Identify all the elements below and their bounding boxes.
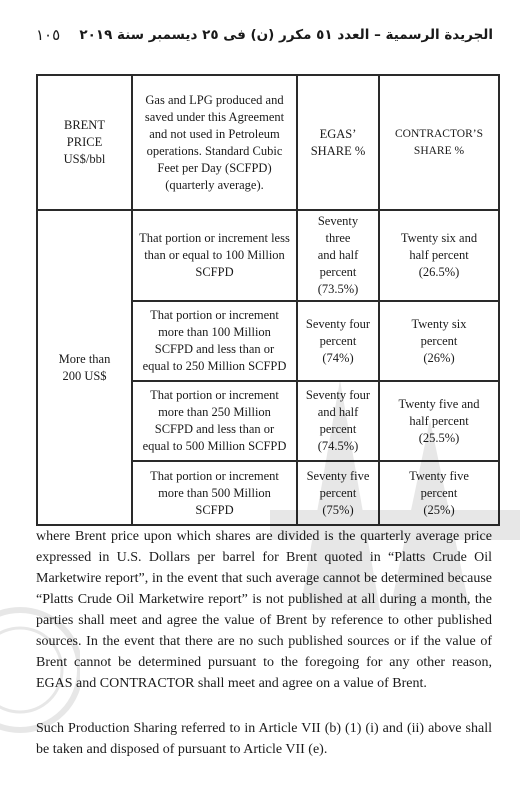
- cell-text-line: US$/bbl: [63, 152, 106, 166]
- cell-text-line: percent: [319, 422, 357, 436]
- table-header-row: [37, 75, 499, 210]
- header-egas-share: [297, 75, 379, 210]
- cell-text-line: (75%): [322, 502, 354, 517]
- production-sharing-table: [36, 74, 500, 526]
- cell-text-line: 200 US$: [62, 368, 107, 383]
- gas-tier-cell: [132, 381, 297, 461]
- cell-text-line: (74.5%): [317, 439, 359, 453]
- cell-text-line: Gas and LPG produced and: [145, 92, 284, 107]
- gas-tier-cell: [132, 301, 297, 381]
- cell-text-line: SHARE %: [310, 143, 366, 158]
- cell-text-line: (26%): [423, 350, 455, 365]
- cell-text-line: SCFPD: [195, 502, 234, 517]
- cell-text-line: EGAS’: [319, 126, 357, 141]
- cell-text-line: Seventy three: [317, 214, 359, 245]
- header-contractor-share: [379, 75, 499, 210]
- cell-text-line: equal to 250 Million SCFPD: [142, 359, 287, 373]
- cell-text-line: SCFPD and less than or: [154, 422, 275, 436]
- cell-text-line: saved under this Agreement: [144, 109, 285, 124]
- cell-text-line: Twenty five: [409, 468, 469, 483]
- cell-text-line: (26.5%): [418, 265, 460, 279]
- egas-share-cell: [297, 381, 379, 461]
- cell-text-line: more than 500 Million: [158, 485, 271, 500]
- cell-text-line: (73.5%): [317, 282, 359, 296]
- cell-text-line: percent: [319, 333, 357, 348]
- contractor-share-cell: [379, 461, 499, 525]
- header-gas-volume: [132, 75, 297, 210]
- cell-text-line: Feet per Day (SCFPD): [157, 160, 272, 175]
- cell-text-line: half percent: [409, 413, 469, 428]
- gas-tier-cell: [132, 210, 297, 301]
- cell-text-line: Seventy five: [306, 468, 370, 483]
- cell-text-line: more than 250 Million: [158, 405, 271, 419]
- contractor-share-cell: [379, 210, 499, 301]
- cell-text-line: CONTRACTOR’S: [395, 127, 483, 140]
- cell-text-line: half percent: [409, 248, 469, 262]
- egas-share-cell: [297, 210, 379, 301]
- page-number: ١٠٥: [36, 26, 61, 44]
- cell-text-line: Twenty six: [411, 316, 467, 331]
- cell-text-line: than or equal to 100 Million: [144, 248, 285, 262]
- header-brent-price: [37, 75, 132, 210]
- brent-price-paragraph: where Brent price upon which shares are divided is the quarterly average price expressed in U.S. Dollars per barrel for Brent quoted in “Platts Crude Oil Marketwire report”, in the event that such average cannot be determined because “Platts Crude Oil Marketwire report” is not published at all during a month, the parties shall meet and agree the value of Brent by reference to other published sources. In the event that there are no such published sources or if the value of Brent cannot be determined pursuant to the foregoing for any other reason, EGAS and CONTRACTOR shall meet and agree on a value of Brent.: [36, 529, 492, 691]
- cell-text-line: That portion or increment: [150, 388, 279, 402]
- cell-text-line: Seventy four: [305, 316, 371, 331]
- cell-text-line: (74%): [322, 350, 354, 365]
- cell-text-line: That portion or increment: [150, 468, 279, 483]
- cell-text-line: BRENT: [64, 118, 105, 132]
- cell-text-line: SCFPD and less than or: [154, 342, 275, 356]
- cell-text-line: equal to 500 Million SCFPD: [142, 439, 287, 453]
- cell-text-line: percent: [420, 485, 458, 500]
- cell-text-line: SHARE %: [413, 144, 465, 157]
- gas-tier-cell: [132, 461, 297, 525]
- egas-share-cell: [297, 301, 379, 381]
- contractor-share-cell: [379, 381, 499, 461]
- page-header: [36, 22, 493, 48]
- cell-text-line: (25.5%): [418, 430, 460, 445]
- cell-text-line: more than 100 Million: [158, 325, 271, 339]
- cell-text-line: Twenty five and: [398, 396, 480, 411]
- cell-text-line: Twenty six and: [400, 231, 478, 245]
- price-band-cell: [37, 210, 132, 525]
- cell-text-line: PRICE: [66, 135, 103, 149]
- cell-text-line: That portion or increment less: [139, 231, 290, 245]
- contractor-share-cell: [379, 301, 499, 381]
- cell-text-line: and not used in Petroleum: [149, 126, 280, 141]
- table-row: [37, 210, 499, 301]
- cell-text-line: More than: [58, 351, 111, 366]
- cell-text-line: percent: [319, 485, 357, 500]
- production-sharing-paragraph: Such Production Sharing referred to in Article VII (b) (1) (i) and (ii) above shall be taken and disposed of pursuant to Article VII (e).: [36, 721, 492, 757]
- cell-text-line: Seventy four: [305, 388, 371, 402]
- cell-text-line: operations. Standard Cubic: [146, 143, 283, 158]
- cell-text-line: and half: [317, 248, 359, 262]
- cell-text-line: That portion or increment: [150, 308, 279, 322]
- cell-text-line: (quarterly average).: [165, 177, 264, 192]
- cell-text-line: percent: [420, 333, 458, 348]
- gazette-title: الجريدة الرسمية – العدد ٥١ مكرر (ن) فى ٢٥ ديسمبر سنة ٢٠١٩: [79, 27, 493, 43]
- cell-text-line: percent: [319, 265, 357, 279]
- cell-text-line: SCFPD: [195, 265, 234, 279]
- egas-share-cell: [297, 461, 379, 525]
- cell-text-line: (25%): [423, 502, 455, 517]
- cell-text-line: and half: [317, 405, 359, 419]
